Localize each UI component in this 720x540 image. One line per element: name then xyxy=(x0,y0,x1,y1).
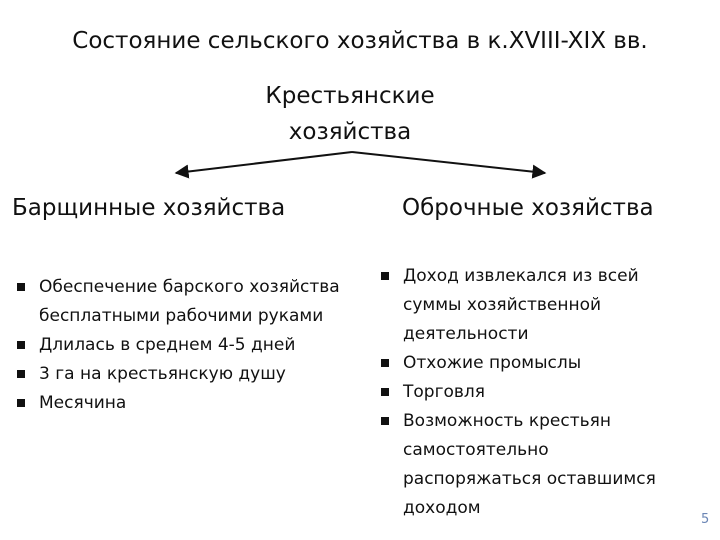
list-item xyxy=(14,360,344,389)
heading-corvee: Барщинные хозяйства xyxy=(12,195,286,221)
bullet-square-icon xyxy=(17,399,25,407)
list-item-text: Обеспечение барского хозяйства бесплатными рабочими руками xyxy=(39,277,340,326)
list-item-text: Длилась в среднем 4-5 дней xyxy=(39,335,296,355)
list-item-text: Доход извлекался из всей суммы хозяйственной деятельности xyxy=(403,266,639,344)
bullet-square-icon xyxy=(17,341,25,349)
bullet-square-icon xyxy=(381,417,389,425)
root-node-line-2: хозяйства xyxy=(288,119,412,145)
heading-quitrent: Оброчные хозяйства xyxy=(402,195,654,221)
corvee-list xyxy=(14,273,344,418)
page-number: 5 xyxy=(701,512,710,527)
list-item-text: 3 га на крестьянскую душу xyxy=(39,364,286,384)
list-item xyxy=(14,331,344,360)
list-item xyxy=(378,407,678,523)
bullet-square-icon xyxy=(381,388,389,396)
list-item-text: Месячина xyxy=(39,393,127,413)
list-item xyxy=(378,349,678,378)
list-item xyxy=(14,389,344,418)
bullet-square-icon xyxy=(17,370,25,378)
arrow-right xyxy=(352,152,545,173)
arrow-left xyxy=(176,152,352,173)
list-item-text: Торговля xyxy=(403,382,486,402)
list-item xyxy=(14,273,344,331)
list-item-text: Возможность крестьян самостоятельно распоряжаться оставшимся доходом xyxy=(403,411,656,518)
list-item-text: Отхожие промыслы xyxy=(403,353,582,373)
bullet-square-icon xyxy=(381,359,389,367)
quitrent-list xyxy=(378,262,678,523)
list-item xyxy=(378,378,678,407)
root-node-line-1: Крестьянские xyxy=(265,83,435,109)
bullet-square-icon xyxy=(17,283,25,291)
slide-title: Состояние сельского хозяйства в к.XVIII-XIX вв. xyxy=(72,28,648,54)
list-item xyxy=(378,262,678,349)
bullet-square-icon xyxy=(381,272,389,280)
